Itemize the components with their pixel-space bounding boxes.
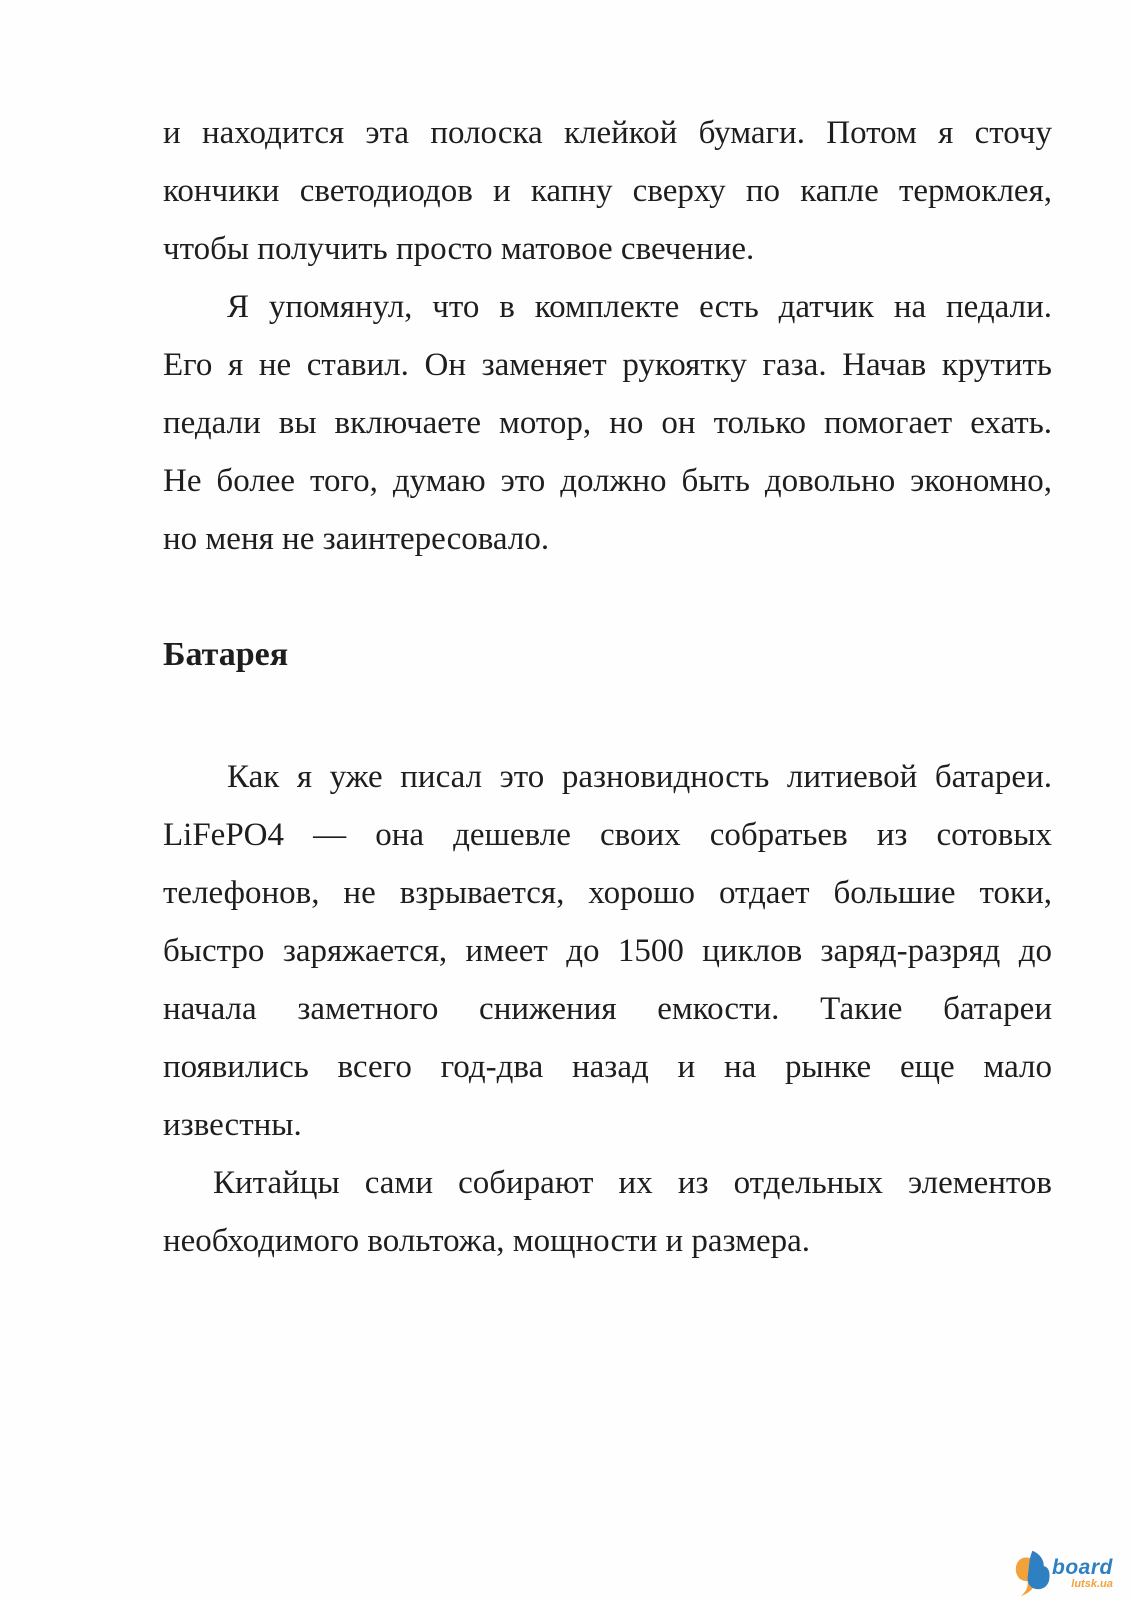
- text-line: Не более того, думаю это должно быть довольно экономно,: [163, 463, 1052, 499]
- text-line: быстро заряжается, имеет до 1500 циклов заряд-разряд до: [163, 933, 1052, 969]
- text-line: чтобы получить просто матовое свечение.: [163, 231, 755, 267]
- logo-board-label: board: [1052, 1556, 1113, 1579]
- text-line: Как я уже писал это разновидность литиевой батареи.: [227, 759, 1052, 795]
- text-line: необходимого вольтожа, мощности и размера.: [163, 1223, 811, 1259]
- paragraph-3: [163, 748, 1052, 1154]
- text-line: но меня не заинтересовало.: [163, 521, 550, 557]
- text-line: педали вы включаете мотор, но он только помогает ехать.: [163, 405, 1052, 441]
- text-line: известны.: [163, 1107, 302, 1143]
- paragraph-2: [163, 278, 1052, 568]
- text-line: Я упомянул, что в комплекте есть датчик на педали.: [227, 289, 1052, 325]
- text-line: телефонов, не взрывается, хорошо отдает большие токи,: [163, 875, 1052, 911]
- text-line: Его я не ставил. Он заменяет рукоятку газа. Начав крутить: [163, 347, 1052, 383]
- text-block: [163, 104, 1052, 1270]
- section-heading: Батарея: [163, 636, 289, 673]
- text-line: и находится эта полоска клейкой бумаги. Потом я сточу: [163, 115, 1052, 151]
- paragraph-1: [163, 104, 1052, 278]
- logo-domain-label: lutsk.ua: [1071, 1578, 1113, 1590]
- text-line: кончики светодиодов и капну сверху по капле термоклея,: [163, 173, 1052, 209]
- text-line: начала заметного снижения емкости. Такие батареи: [163, 991, 1052, 1027]
- text-line: Китайцы сами собирают их из отдельных элементов: [213, 1165, 1052, 1201]
- text-line: появились всего год-два назад и на рынке еще мало: [163, 1049, 1052, 1085]
- logo-text: [1052, 1558, 1113, 1590]
- board-lutsk-watermark[interactable]: [1014, 1549, 1128, 1597]
- text-line: LiFePO4 — она дешевле своих собратьев из сотовых: [163, 817, 1052, 853]
- speech-bubbles-icon: [1014, 1549, 1050, 1597]
- paragraph-4: [163, 1154, 1052, 1270]
